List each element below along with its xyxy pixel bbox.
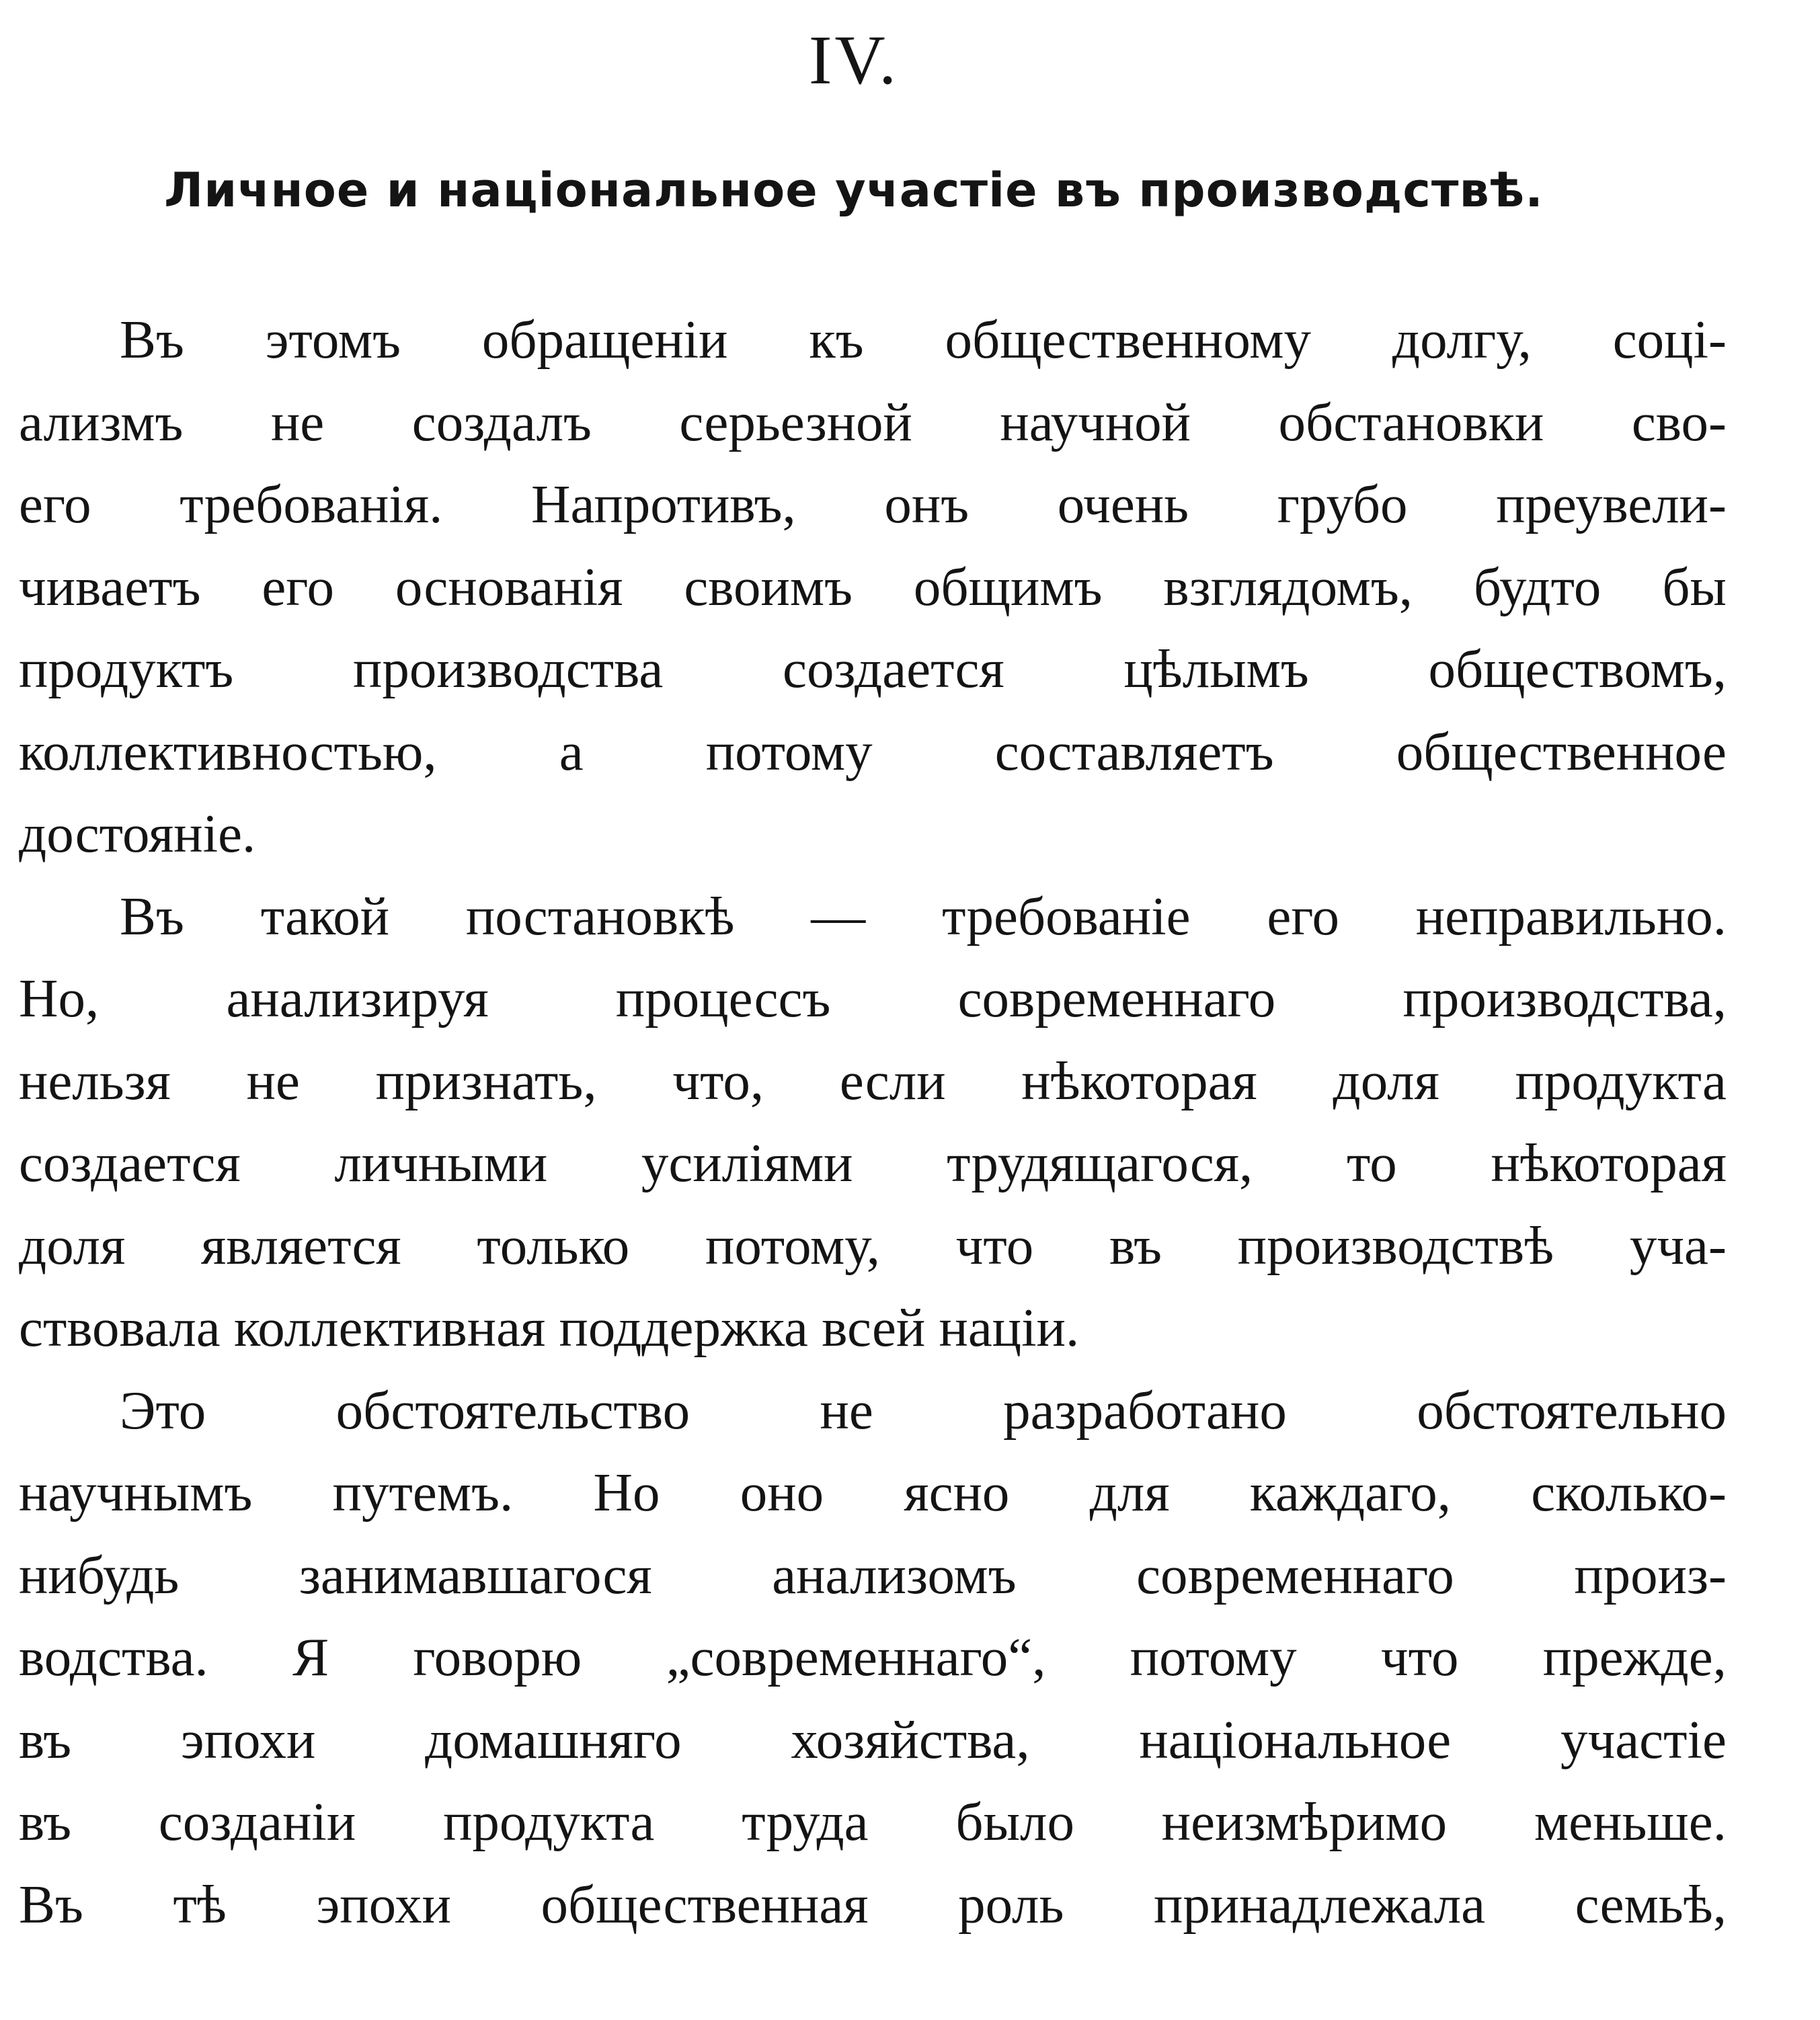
word: принадлежала xyxy=(1153,1873,1486,1935)
word: онъ xyxy=(884,474,970,534)
word: научной xyxy=(1000,391,1191,452)
word: меньше. xyxy=(1534,1791,1727,1852)
word: хозяйства, xyxy=(791,1709,1030,1770)
word: доля xyxy=(19,1215,126,1276)
word: чиваетъ xyxy=(19,556,201,617)
word: будто xyxy=(1473,556,1601,617)
word: не xyxy=(246,1050,300,1111)
text-line xyxy=(19,1534,1727,1617)
word: бы xyxy=(1662,556,1727,617)
word: домашняго xyxy=(425,1709,682,1770)
text-line: ствовала коллективная поддержка всей націи. xyxy=(19,1297,1080,1358)
word: основанія xyxy=(395,556,623,617)
word: общественное xyxy=(1396,721,1727,782)
text-line xyxy=(19,1781,1727,1863)
word: трудящагося, xyxy=(947,1133,1253,1193)
word: а xyxy=(559,721,584,782)
word: сво- xyxy=(1631,391,1727,452)
word: его xyxy=(19,474,91,534)
word: грубо xyxy=(1277,474,1408,534)
word: своимъ xyxy=(684,556,853,617)
word: требованіе xyxy=(942,885,1191,946)
chapter-title: Личное и національное участіе въ производствѣ. xyxy=(164,163,1544,218)
word: обращеніи xyxy=(481,309,728,370)
word: занимавшагося xyxy=(299,1544,652,1605)
word: „современнаго“, xyxy=(666,1627,1046,1687)
word: ясно xyxy=(904,1462,1010,1523)
word: очень xyxy=(1057,474,1189,534)
word: общественному xyxy=(945,309,1312,370)
word: обстоятельно xyxy=(1417,1379,1727,1441)
word: Но xyxy=(593,1462,660,1523)
word: неправильно. xyxy=(1415,885,1727,946)
word: серьезной xyxy=(679,391,912,452)
word: эпохи xyxy=(180,1709,316,1770)
word: соці- xyxy=(1612,309,1727,370)
word: роль xyxy=(958,1873,1064,1935)
word: потому, xyxy=(705,1215,880,1276)
word: современнаго xyxy=(957,968,1276,1028)
text-line xyxy=(19,1616,1727,1699)
paragraph-2 xyxy=(19,875,1727,1369)
word: долгу, xyxy=(1392,309,1532,370)
word: только xyxy=(477,1215,630,1276)
word: оно xyxy=(740,1462,824,1523)
word: Въ xyxy=(120,309,184,370)
word: признать, xyxy=(375,1050,597,1111)
word: не xyxy=(820,1379,873,1441)
word: усиліями xyxy=(641,1133,853,1193)
word: неизмѣримо xyxy=(1161,1791,1448,1852)
word: созданіи xyxy=(158,1791,356,1852)
text-line xyxy=(19,381,1727,464)
word: цѣлымъ xyxy=(1123,639,1309,699)
word: такой xyxy=(260,885,390,946)
text-line xyxy=(19,1863,1727,1946)
word: потому xyxy=(705,721,873,782)
word: создалъ xyxy=(411,391,592,452)
word: водства. xyxy=(19,1627,208,1687)
text-line xyxy=(19,1122,1727,1205)
word: его xyxy=(262,556,335,617)
word: Это xyxy=(120,1379,206,1441)
word: говорю xyxy=(413,1627,582,1687)
word: то xyxy=(1346,1133,1397,1193)
word: анализируя xyxy=(226,968,489,1028)
text-line xyxy=(19,1040,1727,1123)
text-line xyxy=(19,298,1727,381)
word: что xyxy=(1380,1627,1459,1687)
word: анализомъ xyxy=(772,1544,1017,1605)
word: Но, xyxy=(19,968,100,1028)
body-text xyxy=(19,298,1727,1945)
word: въ xyxy=(1109,1215,1162,1276)
word: нибудь xyxy=(19,1544,180,1605)
word: Въ xyxy=(120,885,184,946)
word: ализмъ xyxy=(19,391,184,452)
text-line xyxy=(19,1699,1727,1781)
word: продукта xyxy=(1515,1050,1727,1111)
word: путемъ. xyxy=(332,1462,514,1523)
word: продукта xyxy=(443,1791,655,1852)
word: каждаго, xyxy=(1249,1462,1452,1523)
word: преувели- xyxy=(1496,474,1727,534)
word: общественная xyxy=(541,1873,869,1935)
word: нѣкоторая xyxy=(1021,1050,1257,1111)
word: является xyxy=(201,1215,401,1276)
word: личными xyxy=(334,1133,548,1193)
word: для xyxy=(1089,1462,1170,1523)
word: производства, xyxy=(1402,968,1727,1028)
word: что xyxy=(955,1215,1034,1276)
word: современнаго xyxy=(1136,1544,1454,1605)
word: обстоятельство xyxy=(335,1379,690,1441)
word: составляетъ xyxy=(994,721,1274,782)
word: Я xyxy=(292,1627,329,1687)
word: разработано xyxy=(1003,1379,1287,1441)
text-line xyxy=(19,711,1727,793)
word: было xyxy=(955,1791,1074,1852)
word: взглядомъ, xyxy=(1163,556,1413,617)
word: что, xyxy=(672,1050,764,1111)
word: обстановки xyxy=(1278,391,1544,452)
word: этомъ xyxy=(265,309,401,370)
word: если xyxy=(839,1050,946,1111)
word: — xyxy=(811,885,866,946)
word: потому xyxy=(1130,1627,1297,1687)
word: семьѣ, xyxy=(1575,1873,1727,1935)
text-line xyxy=(19,546,1727,629)
word: требованія. xyxy=(180,474,443,534)
word: Въ xyxy=(19,1873,83,1935)
word: участіе xyxy=(1560,1709,1727,1770)
word: уча- xyxy=(1629,1215,1727,1276)
chapter-numeral: IV. xyxy=(808,22,900,99)
word: произ- xyxy=(1574,1544,1727,1605)
text-line xyxy=(19,1451,1727,1534)
word: нѣкоторая xyxy=(1491,1133,1727,1193)
word: обществомъ, xyxy=(1428,639,1727,699)
text-line: достояніе. xyxy=(19,803,256,864)
word: эпохи xyxy=(316,1873,451,1935)
word: въ xyxy=(19,1709,72,1770)
word: коллективностью, xyxy=(19,721,437,782)
word: прежде, xyxy=(1542,1627,1727,1687)
paragraph-1 xyxy=(19,298,1727,875)
word: тѣ xyxy=(173,1873,227,1935)
word: постановкѣ xyxy=(465,885,735,946)
word: въ xyxy=(19,1791,72,1852)
word: общимъ xyxy=(913,556,1103,617)
word: доля xyxy=(1333,1050,1439,1111)
word: труда xyxy=(742,1791,869,1852)
word: нельзя xyxy=(19,1050,171,1111)
word: создается xyxy=(783,639,1004,699)
text-line xyxy=(19,628,1727,711)
word: создается xyxy=(19,1133,241,1193)
paragraph-3 xyxy=(19,1369,1727,1946)
word: національное xyxy=(1139,1709,1452,1770)
word: научнымъ xyxy=(19,1462,253,1523)
word: продуктъ xyxy=(19,639,234,699)
word: къ xyxy=(809,309,864,370)
word: производствѣ xyxy=(1237,1215,1554,1276)
word: не xyxy=(270,391,325,452)
text-line xyxy=(19,957,1727,1040)
text-line xyxy=(19,463,1727,546)
word: его xyxy=(1267,885,1340,946)
text-line xyxy=(19,1369,1727,1452)
word: процессъ xyxy=(615,968,831,1028)
text-line xyxy=(19,875,1727,958)
text-line xyxy=(19,1205,1727,1287)
word: производства xyxy=(353,639,664,699)
word: сколько- xyxy=(1531,1462,1727,1523)
word: Напротивъ, xyxy=(530,474,796,534)
